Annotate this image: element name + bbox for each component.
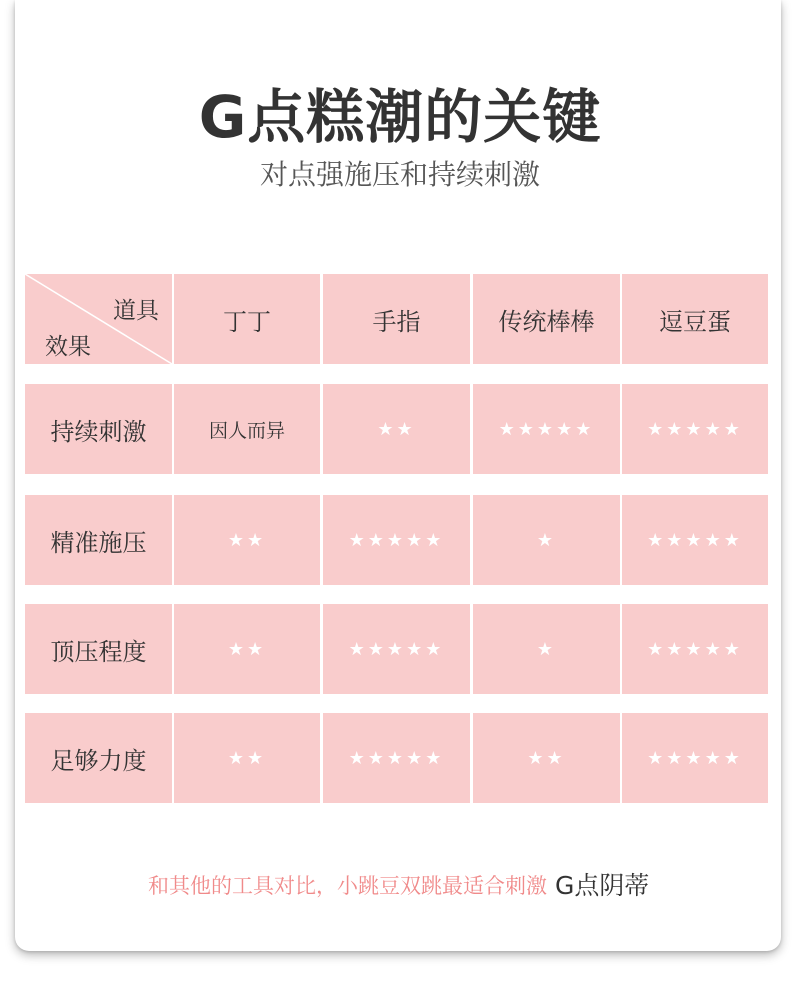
footer-text: 和其他的工具对比，小跳豆双跳最适合刺激 [148, 874, 547, 898]
column-header: 丁丁 [174, 274, 320, 364]
star-rating: ★★★★★ [473, 384, 620, 474]
corner-cell [25, 274, 172, 364]
column-header: 传统棒棒 [473, 274, 620, 364]
table-cell: 因人而异 [174, 384, 320, 474]
star-rating: ★★ [174, 495, 320, 585]
footer-note [148, 868, 748, 904]
star-rating: ★★★★★ [622, 495, 768, 585]
table-header-row [25, 274, 768, 364]
star-rating: ★★ [174, 604, 320, 694]
star-rating: ★★★★★ [622, 384, 768, 474]
table-row [25, 604, 768, 694]
footer-accent-text: G点阴蒂 [555, 871, 650, 900]
row-label: 精准施压 [25, 495, 172, 585]
row-label: 顶压程度 [25, 604, 172, 694]
table-row [25, 713, 768, 803]
table-row [25, 384, 768, 474]
column-header: 手指 [323, 274, 470, 364]
corner-label-effect: 效果 [45, 334, 91, 360]
page-title: G点糕潮的关键 [198, 83, 602, 151]
row-label: 持续刺激 [25, 384, 172, 474]
corner-label-tools: 道具 [113, 298, 159, 324]
table-row [25, 495, 768, 585]
star-rating: ★★ [174, 713, 320, 803]
star-rating: ★ [473, 495, 620, 585]
star-rating: ★★ [323, 384, 470, 474]
page-subtitle: 对点强施压和持续刺激 [259, 158, 540, 191]
column-header: 逗豆蛋 [622, 274, 768, 364]
footer-accent [555, 868, 649, 904]
star-rating: ★★★★★ [323, 495, 470, 585]
star-rating: ★★★★★ [622, 604, 768, 694]
star-rating: ★★★★★ [323, 604, 470, 694]
star-rating: ★★★★★ [323, 713, 470, 803]
star-rating: ★ [473, 604, 620, 694]
star-rating: ★★★★★ [622, 713, 768, 803]
star-rating: ★★ [473, 713, 620, 803]
row-label: 足够力度 [25, 713, 172, 803]
